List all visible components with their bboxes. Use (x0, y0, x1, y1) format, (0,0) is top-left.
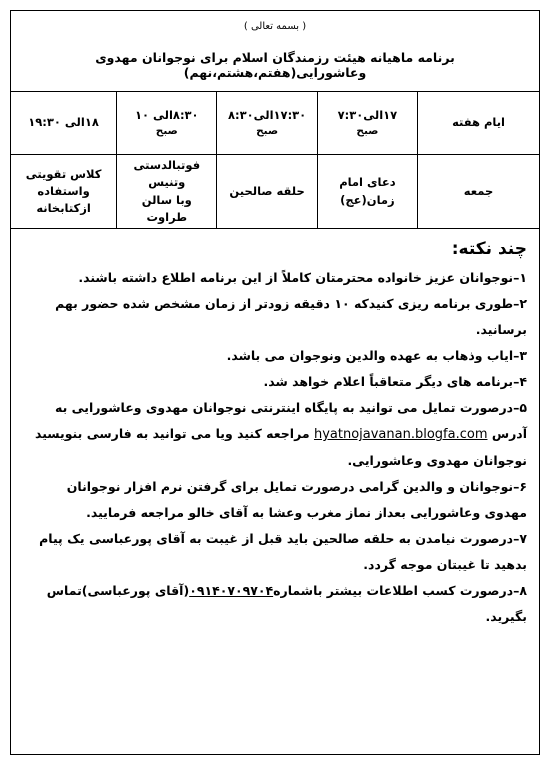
activity-cell (217, 155, 317, 229)
activity-cell (117, 155, 217, 229)
activity-line: کلاس تقویتی (25, 166, 102, 181)
activity-line: دعای امام (339, 175, 396, 190)
notes-section (11, 229, 539, 630)
time-slot-cell (117, 92, 217, 155)
note-item: ۷–درصورت نیامدن به حلقه صالحین باید قبل از غیبت به آقای پورعباسی یک پیام بدهید تا غیبتان موجه گردد. (39, 531, 527, 573)
activity-line: زمان(عج) (340, 192, 395, 207)
schedule-day-row (11, 155, 539, 229)
activity-line: واستفاده ازکتابخانه (36, 183, 91, 216)
activity-cell (317, 155, 417, 229)
note-item: ۶–نوجوانان و والدین گرامی درصورت تمایل برای گرفتن نرم افزار نوجوانان مهدوی وعاشورایی بعداز نماز مغرب وعشا به آقای خالو مراجعه فرمایید. (66, 479, 527, 521)
time-slot-time: ۸:۳۰الی ۱۰ (134, 107, 199, 122)
time-slot-time: ۱۸الی ۱۹:۳۰ (28, 115, 99, 130)
note-text: ۵–درصورت تمایل می توانید به پایگاه اینترنتی نوجوانان مهدوی وعاشورایی به آدرس (54, 400, 527, 441)
phone-number: ۰۹۱۴۰۷۰۹۷۰۴ (189, 583, 274, 599)
activity-line: وبا سالن طراوت (141, 192, 192, 224)
note-text: (آقای پورعباسی)تماس بگیرید. (46, 583, 527, 625)
document-page (10, 10, 540, 755)
time-slot-time: ۱۷:۳۰الی۸:۳۰ (227, 107, 307, 122)
time-slot-cell (217, 92, 317, 155)
note-item: ۲–طوری برنامه ریزی کنیدکه ۱۰ دقیقه زودتر از زمان مشخص شده حضور بهم برسانید. (55, 296, 527, 337)
time-slot-cell (11, 92, 117, 155)
note-item: ۱–نوجوانان عزیز خانواده محترمتان کاملاً از این برنامه اطلاع داشته باشند. (78, 270, 527, 285)
note-item (23, 578, 527, 630)
note-text: ۸–درصورت کسب اطلاعات بیشتر باشماره (273, 583, 527, 599)
time-slot-period: صبح (256, 124, 279, 137)
bismillah: ( بسمه تعالی ) (243, 21, 307, 32)
schedule-header-row (11, 92, 539, 155)
document-header (11, 11, 539, 92)
activity-line: فوتبالدستی وتنیس (133, 158, 201, 190)
time-slot-period: صبح (356, 124, 379, 137)
time-slot-period: صبح (155, 124, 178, 137)
time-slot-time: ۱۷الی۷:۳۰ (337, 107, 398, 122)
activity-line: حلقه صالحین (229, 183, 305, 198)
document-title: برنامه ماهیانه هیئت رزمندگان اسلام برای نوجوانان مهدوی وعاشورایی(هفتم،هشتم،نهم) (95, 50, 455, 80)
blog-url-link[interactable]: hyatnojavanan.blogfa.com (313, 427, 488, 442)
note-item: ۳–ایاب وذهاب به عهده والدین ونوجوان می باشد. (226, 348, 527, 363)
activity-cell (11, 155, 117, 229)
day-header-cell: ایام هفته (418, 92, 539, 155)
day-cell: جمعه (418, 155, 539, 229)
time-slot-cell (317, 92, 417, 155)
note-item: ۴–برنامه های دیگر متعاقباً اعلام خواهد شد. (263, 374, 527, 389)
note-text: مراجعه کنید ویا می توانید به فارسی بنویسید نوجوانان مهدوی وعاشورایی. (34, 426, 527, 469)
note-item (23, 395, 527, 474)
notes-title: چند نکته: (451, 239, 527, 259)
schedule-table (11, 92, 539, 229)
